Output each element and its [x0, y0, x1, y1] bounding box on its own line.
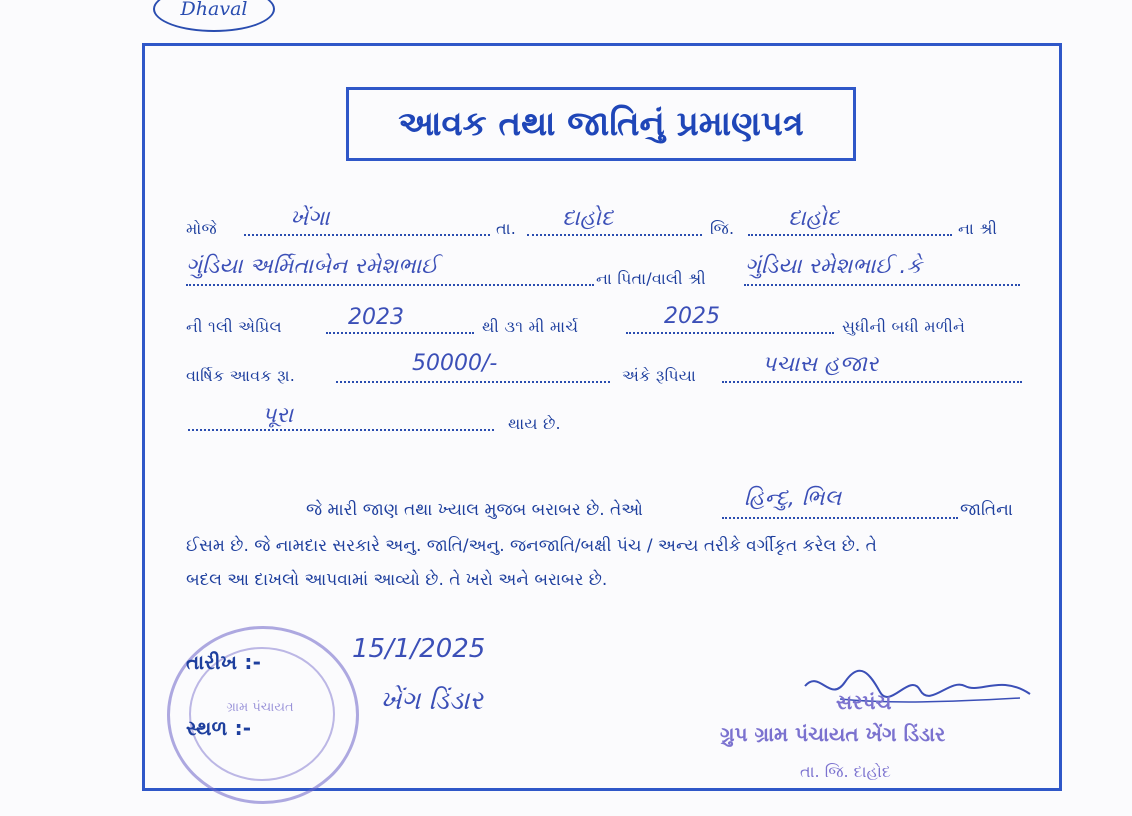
label-moje: મોજે — [186, 219, 217, 238]
dotted-line — [326, 332, 474, 334]
field-caste: હિન્દુ, ભિલ — [744, 486, 842, 511]
field-name: ગુંડિયા અર્મિતાબેન રમેશભાઈ — [186, 254, 439, 279]
field-guardian: ગુંડિયા રમેશભાઈ .કે — [745, 254, 922, 279]
label-to-march: થી ૩૧ મી માર્ચ — [482, 317, 579, 336]
label-na-shri: ના શ્રી — [958, 219, 998, 238]
dotted-line — [527, 234, 702, 236]
label-sudhi: સુધીની બધી મળીને — [842, 317, 966, 336]
field-village: ખેંગા — [290, 206, 330, 231]
field-income-number: 50000/- — [412, 351, 498, 376]
dotted-line — [336, 381, 610, 383]
label-guardian: ના પિતા/વાલી શ્રી — [596, 269, 706, 288]
field-income-words-2: પૂરા — [262, 403, 294, 428]
dotted-line — [186, 284, 594, 286]
dotted-line — [722, 517, 958, 519]
field-district: દાહોદ — [788, 206, 840, 231]
dotted-line — [244, 234, 490, 236]
label-jatina: જાતિના — [960, 500, 1013, 520]
brand-logo: Dhaval — [153, 0, 275, 32]
stamp-role: સરપંચ — [836, 690, 892, 714]
label-date: તારીખ :- — [186, 650, 262, 674]
label-from-april: ની ૧લી એપ્રિલ — [186, 317, 282, 336]
dotted-line — [744, 284, 1020, 286]
field-taluka: દાહોદ — [562, 206, 614, 231]
dotted-line — [188, 429, 494, 431]
dotted-line — [626, 332, 834, 334]
dotted-line — [748, 234, 952, 236]
paragraph-line-2: ઈસમ છે. જે નામદાર સરકારે અનુ. જાતિ/અનુ. જનજાતિ/બક્ષી પંચ / અન્ય તરીકે વર્ગીકૃત કરેલ છે. તે — [186, 536, 877, 556]
label-district: જિ. — [710, 219, 735, 238]
paragraph-line-3: બદલ આ દાખલો આપવામાં આવ્યો છે. તે ખરો અને બરાબર છે. — [186, 570, 608, 590]
label-in-words: અંકે રૂપિયા — [622, 366, 696, 385]
seal-text: ગ્રામ પંચાયત — [226, 700, 294, 715]
field-place: ખેંગ ડિંડાર — [380, 686, 483, 716]
dotted-line — [722, 381, 1022, 383]
stamp-office: ગ્રુપ ગ્રામ પંચાયત ખેંગ ડિંડાર — [720, 722, 946, 746]
paragraph-line-1: જે મારી જાણ તથા ખ્યાલ મુજબ બરાબર છે. તેઓ — [306, 500, 643, 520]
field-from-year: 2023 — [348, 305, 404, 330]
field-income-words: પચાસ હજાર — [762, 352, 879, 377]
label-thay-chhe: થાય છે. — [508, 414, 561, 433]
field-date: 15/1/2025 — [352, 634, 486, 664]
label-place: સ્થળ :- — [186, 716, 252, 740]
certificate-title: આવક તથા જાતિનું પ્રમાણપત્ર — [346, 87, 856, 161]
label-taluka: તા. — [496, 219, 517, 238]
stamp-address: તા. જિ. દાહોદ — [800, 762, 891, 781]
label-annual-income: વાર્ષિક આવક રૂા. — [186, 366, 296, 385]
field-to-year: 2025 — [664, 304, 720, 329]
